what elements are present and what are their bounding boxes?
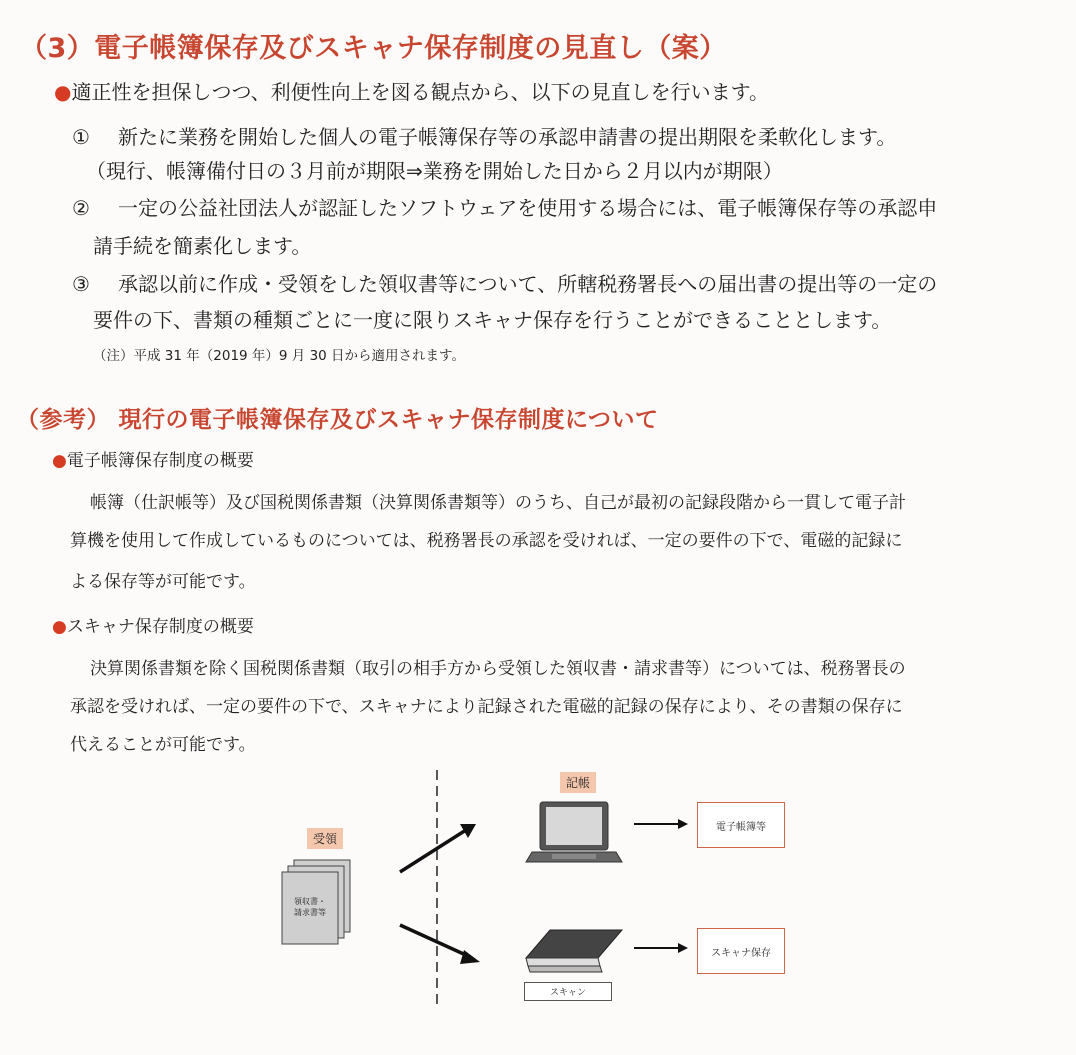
reference-heading: （参考） 現行の電子帳簿保存及びスキャナ保存制度について xyxy=(16,407,659,433)
item-2-line1 xyxy=(72,192,937,221)
item-3-number: ③ xyxy=(72,272,90,296)
scanner-storage-box: スキャナ保存 xyxy=(697,928,785,974)
diagram-graphics xyxy=(0,760,1076,1020)
note: （注）平成 31 年（2019 年）9 月 30 日から適用されます。 xyxy=(93,348,465,364)
item-1-line1 xyxy=(72,121,896,150)
bullet-dot-icon: ● xyxy=(52,451,67,471)
item-3-text: 承認以前に作成・受領をした領収書等について、所轄税務署長への届出書の提出等の一定の xyxy=(118,272,938,296)
item-1-line2: （現行、帳簿備付日の３月前が期限⇒業務を開始した日から２月以内が期限） xyxy=(86,159,783,183)
section-2-title-text: スキャナ保存制度の概要 xyxy=(66,617,254,637)
bullet-dot-icon: ● xyxy=(52,617,67,637)
reference-section-1-title xyxy=(52,446,254,471)
laptop-icon xyxy=(526,802,622,862)
item-1-number: ① xyxy=(72,125,90,149)
arrow-right-icon xyxy=(634,943,688,953)
reference-section-2-line2: 承認を受ければ、一定の要件の下で、スキャナにより記録された電磁的記録の保存により、その書類の保存に xyxy=(70,697,903,717)
electronic-books-box: 電子帳簿等 xyxy=(697,802,785,848)
intro-text: 適正性を担保しつつ、利便性向上を図る観点から、以下の見直しを行います。 xyxy=(71,80,770,104)
reference-section-2-line3: 代えることが可能です。 xyxy=(70,735,256,755)
section-1-title-text: 電子帳簿保存制度の概要 xyxy=(66,451,254,471)
intro-line xyxy=(54,76,769,105)
item-3-line2: 要件の下、書類の種類ごとに一度に限りスキャナ保存を行うことができることとします。 xyxy=(93,308,892,332)
item-2-line2: 請手続を簡素化します。 xyxy=(93,234,312,258)
arrow-up-right-icon xyxy=(400,824,476,872)
section-heading: （3）電子帳簿保存及びスキャナ保存制度の見直し（案） xyxy=(20,33,727,64)
item-3-line1 xyxy=(72,268,937,297)
flow-diagram xyxy=(0,760,1076,1020)
reference-section-1-line1: 帳簿（仕訳帳等）及び国税関係書類（決算関係書類等）のうち、自己が最初の記録段階から一貫して電子計 xyxy=(90,493,906,513)
bookkeeping-tag: 記帳 xyxy=(560,772,596,793)
item-2-text: 一定の公益社団法人が認証したソフトウェアを使用する場合には、電子帳簿保存等の承認申 xyxy=(118,196,938,220)
arrow-down-right-icon xyxy=(400,925,480,964)
arrow-right-icon xyxy=(634,819,688,829)
receive-tag: 受領 xyxy=(307,828,343,849)
document-label xyxy=(282,896,338,918)
document-label-line2: 請求書等 xyxy=(294,908,326,917)
reference-section-2-title xyxy=(52,612,254,637)
item-1-text: 新たに業務を開始した個人の電子帳簿保存等の承認申請書の提出期限を柔軟化します。 xyxy=(118,125,897,149)
document-label-line1: 領収書・ xyxy=(294,897,326,906)
scan-label-box: スキャン xyxy=(524,982,612,1001)
bullet-dot-icon: ● xyxy=(54,80,72,104)
reference-section-2-line1: 決算関係書類を除く国税関係書類（取引の相手方から受領した領収書・請求書等）については、税務署長の xyxy=(90,659,906,679)
item-2-number: ② xyxy=(72,196,90,220)
scanner-icon xyxy=(526,930,622,972)
reference-section-1-line3: よる保存等が可能です。 xyxy=(70,572,256,592)
reference-section-1-line2: 算機を使用して作成しているものについては、税務署長の承認を受ければ、一定の要件の下で、電磁的記録に xyxy=(70,531,903,551)
